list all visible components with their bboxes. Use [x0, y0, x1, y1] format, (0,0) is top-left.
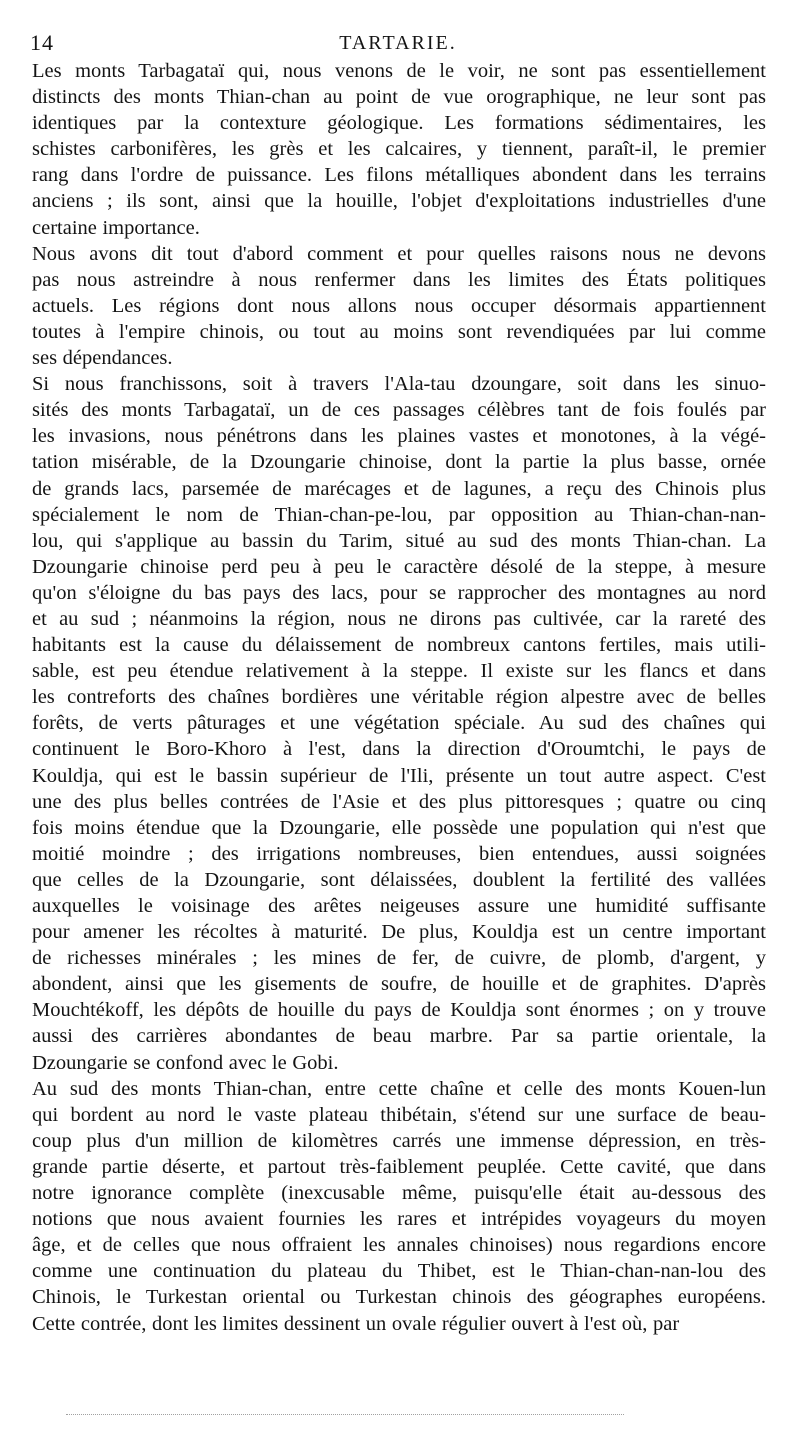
text-line: sable, est peu étendue relativement à la steppe. Il existe sur les flancs et dans: [32, 660, 766, 683]
text-line: Dzoungarie chinoise perd peu à peu le caractère désolé de la steppe, à mesure: [32, 555, 766, 578]
paragraph: [32, 371, 766, 1076]
text-line: Cette contrée, dont les limites dessinent un ovale régulier ouvert à l'est où, par: [32, 1312, 680, 1335]
paragraph-container: [32, 58, 766, 1337]
text-line: schistes carbonifères, les grès et les calcaires, y tiennent, paraît-il, le premier: [32, 138, 766, 161]
text-line: pour amener les récoltes à maturité. De plus, Kouldja est un centre important: [32, 921, 766, 944]
text-line: Chinois, le Turkestan oriental ou Turkestan chinois des géographes européens.: [32, 1286, 766, 1309]
text-line: notions que nous avaient fournies les rares et intrépides voyageurs du moyen: [32, 1208, 766, 1231]
text-line: les contreforts des chaînes bordières une véritable région alpestre avec de belles: [32, 686, 766, 709]
text-line: toutes à l'empire chinois, ou tout au moins sont revendiquées par lui comme: [32, 320, 766, 343]
body-text: [32, 58, 766, 1337]
text-line: continuent le Boro-Khoro à l'est, dans la direction d'Oroumtchi, le pays de: [32, 738, 766, 761]
paragraph: [32, 1076, 766, 1337]
text-line: certaine importance.: [32, 216, 200, 239]
text-line: et au sud ; néanmoins la région, nous ne dirons pas cultivée, car la rareté des: [32, 607, 766, 630]
text-line: lou, qui s'applique au bassin du Tarim, situé au sud des monts Thian-chan. La: [32, 529, 766, 552]
text-line: âge, et de celles que nous offraient les annales chinoises) nous regardions encore: [32, 1234, 766, 1257]
page-header: [30, 28, 766, 58]
text-line: ses dépendances.: [32, 347, 173, 370]
footer-dotted-rule: [66, 1414, 624, 1417]
text-line: Mouchtékoff, les dépôts de houille du pays de Kouldja sont énormes ; on y trouve: [32, 999, 766, 1022]
text-line: auxquelles le voisinage des arêtes neigeuses assure une humidité suffisante: [32, 895, 766, 917]
text-line: qui bordent au nord le vaste plateau thibétain, s'étend sur une surface de beau-: [32, 1103, 766, 1126]
text-line: tation misérable, de la Dzoungarie chinoise, dont la partie la plus basse, ornée: [32, 451, 766, 474]
text-line: forêts, de verts pâturages et une végétation spéciale. Au sud des chaînes qui: [32, 712, 766, 735]
text-line: comme une continuation du plateau du Thibet, est le Thian-chan-nan-lou des: [32, 1260, 766, 1283]
paragraph: [32, 58, 766, 241]
text-line: abondent, ainsi que les gisements de soufre, de houille et de graphites. D'après: [32, 973, 766, 996]
running-head: TARTARIE.: [339, 32, 457, 54]
text-line: moitié moindre ; des irrigations nombreuses, bien entendues, aussi soignées: [32, 842, 766, 865]
text-line: qu'on s'éloigne du bas pays des lacs, pour se rapprocher des montagnes au nord: [32, 581, 766, 604]
text-line: sités des monts Tarbagataï, un de ces passages célèbres tant de fois foulés par: [32, 399, 766, 422]
page-number: 14: [30, 30, 54, 55]
text-line: fois moins étendue que la Dzoungarie, elle possède une population qui n'est que: [32, 816, 766, 839]
text-line: de grands lacs, parsemée de marécages et de lagunes, a reçu des Chinois plus: [32, 477, 766, 500]
text-line: actuels. Les régions dont nous allons nous occuper désormais appartiennent: [32, 294, 766, 317]
text-line: les invasions, nous pénétrons dans les plaines vastes et monotones, à la végé-: [32, 425, 766, 448]
text-line: pas nous astreindre à nous renfermer dans les limites des États politiques: [32, 268, 766, 291]
text-line: de richesses minérales ; les mines de fer, de cuivre, de plomb, d'argent, y: [32, 947, 766, 970]
text-line: grande partie déserte, et partout très-faiblement peuplée. Cette cavité, que dans: [32, 1155, 766, 1178]
text-line: aussi des carrières abondantes de beau marbre. Par sa partie orientale, la: [32, 1025, 766, 1048]
text-line: Au sud des monts Thian-chan, entre cette chaîne et celle des monts Kouen-lun: [32, 1077, 766, 1100]
text-line: spécialement le nom de Thian-chan-pe-lou, par opposition au Thian-chan-nan-: [32, 503, 766, 526]
text-line: anciens ; ils sont, ainsi que la houille, l'objet d'exploitations industrielles d'une: [32, 190, 766, 213]
paragraph: [32, 241, 766, 371]
text-line: coup plus d'un million de kilomètres carrés une immense dépression, en très-: [32, 1129, 766, 1152]
text-line: Kouldja, qui est le bassin supérieur de l'Ili, présente un tout autre aspect. C'est: [32, 764, 766, 787]
text-line: identiques par la contexture géologique. Les formations sédimentaires, les: [32, 112, 766, 135]
text-line: notre ignorance complète (inexcusable même, puisqu'elle était au-dessous des: [32, 1182, 766, 1205]
text-line: Nous avons dit tout d'abord comment et pour quelles raisons nous ne devons: [32, 242, 766, 265]
text-line: Dzoungarie se confond avec le Gobi.: [32, 1051, 339, 1074]
text-line: distincts des monts Thian-chan au point de vue orographique, ne leur sont pas: [32, 86, 766, 109]
text-line: rang dans l'ordre de puissance. Les filons métalliques abondent dans les terrains: [32, 164, 766, 187]
text-line: Si nous franchissons, soit à travers l'Ala-tau dzoungare, soit dans les sinuo-: [32, 373, 766, 396]
text-line: Les monts Tarbagataï qui, nous venons de le voir, ne sont pas essentiellement: [32, 60, 766, 82]
text-line: habitants est la cause du délaissement de nombreux cantons fertiles, mais utili-: [32, 634, 766, 657]
text-line: que celles de la Dzoungarie, sont délaissées, doublent la fertilité des vallées: [32, 868, 766, 891]
text-line: une des plus belles contrées de l'Asie et des plus pittoresques ; quatre ou cinq: [32, 790, 766, 813]
